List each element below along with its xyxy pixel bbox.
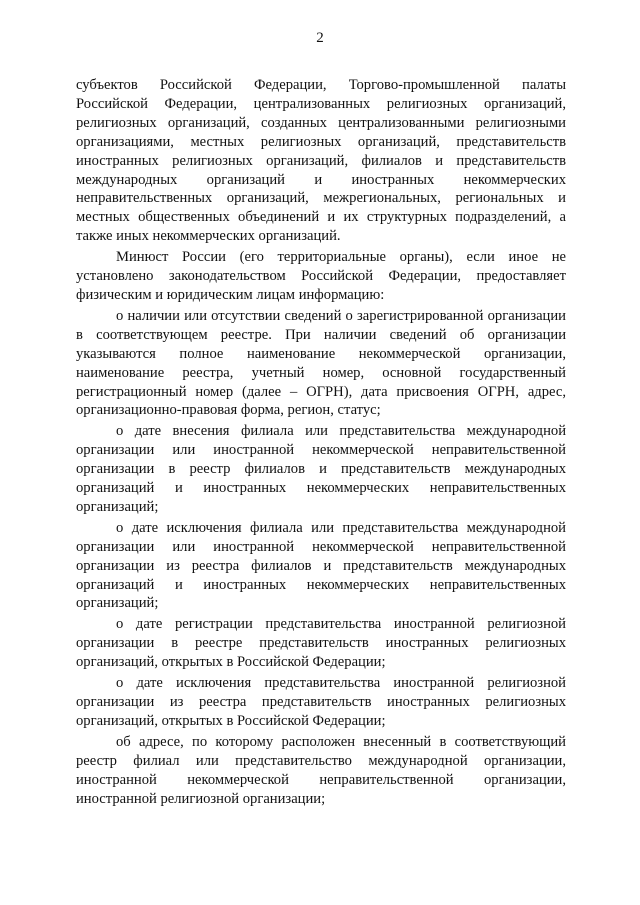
paragraph-religious-exclusion-date: о дате исключения представительства иностранной религиозной организации из реестра представительств иностранных религиозных организаций, открытых в Российской Федерации; [76,675,566,729]
page-number: 2 [316,30,324,46]
paragraph-address: об адресе, по которому расположен внесенный в соответствующий реестр филиал или представительство международной организации, иностранной некоммерческой неправительственной организации, иностранной религиозной организации; [76,733,566,807]
document-body [76,76,566,808]
paragraph-minjust-info: Минюст России (его территориальные органы), если иное не установлено законодательством Российской Федерации, предоставляет физическим и юридическим лицам информацию: [76,249,566,303]
paragraph-registry-presence: о наличии или отсутствии сведений о зарегистрированной организации в соответствующем реестре. При наличии сведений об организации указываются полное наименование некоммерческой организации, наименование реестра, учетный номер, основной государственный регистрационный номер (далее – ОГРН), дата присвоения ОГРН, адрес, организационно-правовая форма, регион, статус; [76,307,566,419]
paragraph-continuation: субъектов Российской Федерации, Торгово-промышленной палаты Российской Федерации, централизованных религиозных организаций, религиозных организаций, созданных централизованными религиозными организациями, местных религиозных организаций, представительств иностранных религиозных организаций, филиалов и представительств международных организаций и иностранных некоммерческих неправительственных организаций, межрегиональных, региональных и местных общественных объединений и их структурных подразделений, а также иных некоммерческих организаций. [76,77,566,245]
paragraph-branch-exclusion-date: о дате исключения филиала или представительства международной организации или иностранной некоммерческой неправительственной организации из реестра филиалов и представительств международных организаций и иностранных некоммерческих неправительственных организаций; [76,519,566,612]
paragraph-religious-registration-date: о дате регистрации представительства иностранной религиозной организации в реестре представительств иностранных религиозных организаций, открытых в Российской Федерации; [76,616,566,671]
paragraph-branch-inclusion-date: о дате внесения филиала или представительства международной организации или иностранной некоммерческой неправительственной организации в реестр филиалов и представительств международных организаций и иностранных некоммерческих неправительственных организаций; [76,423,566,515]
